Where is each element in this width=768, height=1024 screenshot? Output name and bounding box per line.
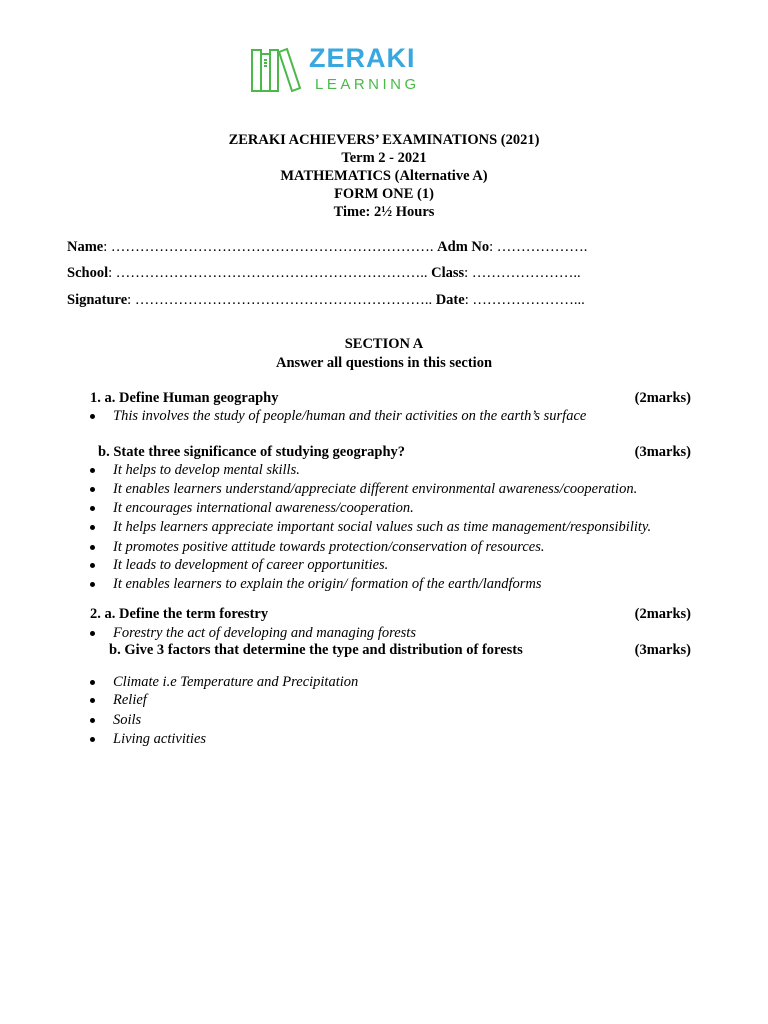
bullet-icon bbox=[90, 680, 95, 685]
signature-field: : …………………………………………………….. bbox=[127, 292, 433, 308]
exam-title: ZERAKI ACHIEVERS’ EXAMINATIONS (2021) bbox=[228, 132, 540, 148]
logo-name: ZERAKI bbox=[309, 43, 416, 73]
school-label: School bbox=[67, 265, 109, 281]
adm-field: : ………………. bbox=[489, 239, 588, 255]
bullet-icon bbox=[90, 563, 95, 568]
bullet-icon bbox=[90, 698, 95, 703]
class-label: Class bbox=[431, 265, 465, 281]
name-field: : …………………………………………………………. bbox=[103, 239, 434, 255]
signature-label: Signature bbox=[67, 292, 128, 308]
bullet-icon bbox=[90, 737, 95, 742]
question-2b: b. Give 3 factors that determine the type and distribution of forests bbox=[109, 642, 523, 658]
bullet-icon bbox=[90, 487, 95, 492]
question-1a: 1. a. Define Human geography bbox=[90, 390, 279, 406]
name-row bbox=[67, 239, 587, 256]
bullet-icon bbox=[90, 582, 95, 587]
marks-2a: (2marks) bbox=[634, 606, 691, 622]
books-icon bbox=[249, 44, 305, 96]
school-row bbox=[67, 265, 581, 282]
logo-tagline: LEARNING bbox=[315, 76, 420, 93]
zeraki-logo bbox=[249, 44, 439, 96]
class-field: : ………………….. bbox=[464, 265, 581, 281]
bullet-icon bbox=[90, 545, 95, 550]
bullet-icon bbox=[90, 631, 95, 636]
school-field: : ……………………………………………………….. bbox=[108, 265, 428, 281]
adm-label: Adm No bbox=[437, 239, 490, 255]
exam-form: FORM ONE (1) bbox=[334, 186, 434, 202]
bullet-icon bbox=[90, 718, 95, 723]
exam-term: Term 2 - 2021 bbox=[341, 150, 427, 166]
signature-row bbox=[67, 292, 585, 309]
bullet-icon bbox=[90, 468, 95, 473]
section-title: SECTION A bbox=[344, 336, 424, 352]
exam-time: Time: 2½ Hours bbox=[333, 204, 435, 220]
marks-1b: (3marks) bbox=[634, 444, 691, 460]
bullet-icon bbox=[90, 525, 95, 530]
marks-2b: (3marks) bbox=[634, 642, 691, 658]
marks-1a: (2marks) bbox=[634, 390, 691, 406]
bullet-icon bbox=[90, 506, 95, 511]
question-1b: b. State three significance of studying geography? bbox=[98, 444, 406, 460]
exam-subject: MATHEMATICS (Alternative A) bbox=[280, 168, 488, 184]
question-2a: 2. a. Define the term forestry bbox=[90, 606, 269, 622]
section-instruction: Answer all questions in this section bbox=[275, 355, 493, 371]
date-label: Date bbox=[435, 292, 465, 308]
name-label: Name bbox=[67, 239, 104, 255]
bullet-icon bbox=[90, 414, 95, 419]
date-field: : …………………... bbox=[464, 292, 585, 308]
